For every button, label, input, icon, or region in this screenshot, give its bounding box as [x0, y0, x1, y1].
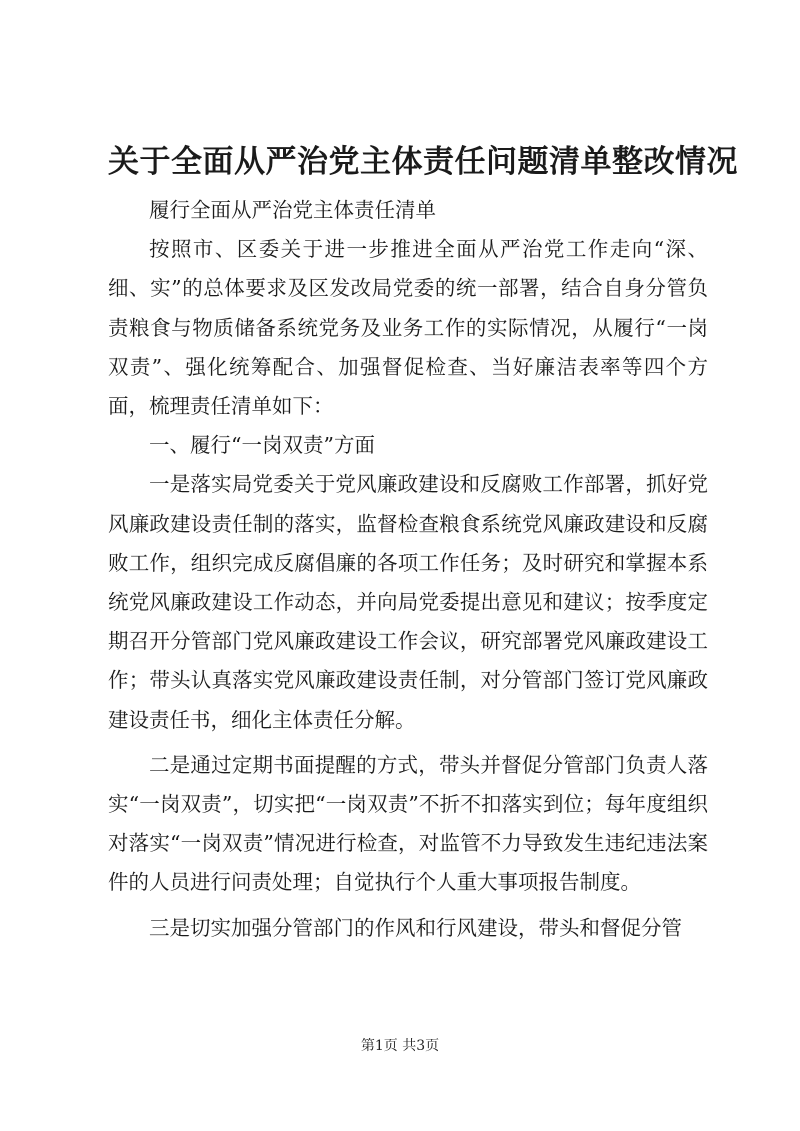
- paragraph-item-2: 二是通过定期书面提醒的方式，带头并督促分管部门负责人落实“一岗双责”，切实把“一岗双责”不折不扣落实到位；每年度组织对落实“一岗双责”情况进行检查，对监管不力导致发生违纪违法案件的人员进行问责处理；自觉执行个人重大事项报告制度。: [108, 752, 708, 895]
- paragraph-intro: 按照市、区委关于进一步推进全面从严治党工作走向“深、细、实”的总体要求及区发改局党委的统一部署，结合自身分管负责粮食与物质储备系统党务及业务工作的实际情况，从履行“一岗双责”、强化统筹配合、加强督促检查、当好廉洁表率等四个方面，梳理责任清单如下：: [108, 237, 708, 419]
- page-number-footer: 第1页 共3页: [360, 1038, 440, 1054]
- paragraph-item-3: 三是切实加强分管部门的作风和行风建设，带头和督促分管: [149, 915, 682, 940]
- document-title: 关于全面从严治党主体责任问题清单整改情况: [108, 144, 738, 180]
- section-heading: 一、履行“一岗双责”方面: [149, 433, 375, 458]
- paragraph-list-heading: 履行全面从严治党主体责任清单: [149, 198, 436, 222]
- document-body: [108, 191, 708, 948]
- paragraph-item-1: 一是落实局党委关于党风廉政建设和反腐败工作部署，抓好党风廉政建设责任制的落实，监督检查粮食系统党风廉政建设和反腐败工作，组织完成反腐倡廉的各项工作任务；及时研究和掌握本系统党风廉政建设工作动态，并向局党委提出意见和建议；按季度定期召开分管部门党风廉政建设工作会议，研究部署党风廉政建设工作；带头认真落实党风廉政建设责任制，对分管部门签订党风廉政建设责任书，细化主体责任分解。: [108, 472, 708, 732]
